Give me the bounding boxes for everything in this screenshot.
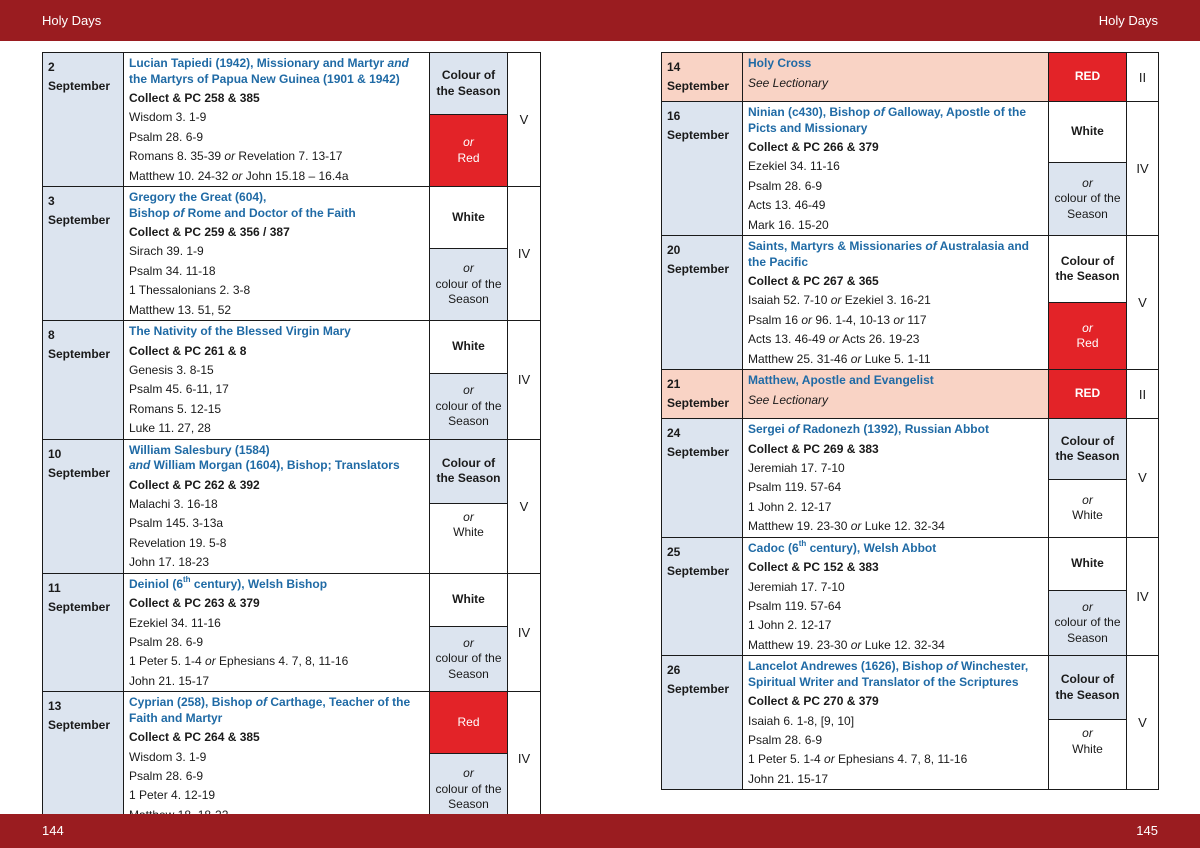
colour-option: Red <box>1076 336 1099 351</box>
holy-day-entry <box>662 101 1158 235</box>
holy-day-entry <box>662 235 1158 369</box>
name-part: Winchester, Spiritual Writer and Translator of the Scriptures <box>748 659 1029 689</box>
month: September <box>48 599 111 614</box>
observance-name <box>129 574 424 595</box>
colour-cell <box>430 440 508 573</box>
observance-name <box>748 538 1043 559</box>
collect: Collect & PC 261 & 8 <box>129 343 247 358</box>
colour-option: Colour of the Season <box>1049 656 1126 719</box>
name-part: Deiniol (6 <box>129 576 184 591</box>
month: September <box>48 213 111 228</box>
holy-day-entry <box>662 537 1158 656</box>
reading-part: John 15.18 – 16.4a <box>242 168 349 183</box>
day-number: 8 <box>48 328 55 343</box>
colour-option: Colour of the Season <box>430 53 507 114</box>
name-italic: of <box>173 205 185 220</box>
reading-or: or <box>231 168 243 183</box>
reading: Psalm 28. 6-9 <box>129 634 204 649</box>
observance-name: The Nativity of the Blessed Virgin Mary <box>129 324 351 339</box>
header-title-right: Holy Days <box>1098 13 1158 28</box>
month: September <box>667 563 730 578</box>
name-part: the Martyrs of Papua New Guinea (1901 & 1942) <box>129 71 400 86</box>
reading: Psalm 28. 6-9 <box>129 129 204 144</box>
reading: Psalm 28. 6-9 <box>748 732 823 747</box>
colour-alternative <box>430 503 507 573</box>
rank-cell: IV <box>517 751 531 767</box>
date-cell <box>43 440 124 573</box>
observance-cell <box>124 440 430 573</box>
rank-cell: IV <box>517 246 531 262</box>
reading: 1 Thessalonians 2. 3-8 <box>129 283 251 298</box>
reading-part: Matthew 19. 23-30 <box>748 637 851 652</box>
colour-option: colour of the Season <box>435 651 502 681</box>
observance-name <box>748 239 1043 272</box>
collect: Collect & PC 264 & 385 <box>129 730 260 745</box>
observance-cell <box>743 370 1049 418</box>
reading: Luke 11. 27, 28 <box>129 421 211 436</box>
observance-name <box>748 422 1043 440</box>
reading: Isaiah 6. 1-8, [9, 10] <box>748 713 855 728</box>
ordinal-suffix: th <box>183 574 191 584</box>
rank-cell: V <box>1138 715 1147 731</box>
or-label: or <box>1082 492 1093 507</box>
colour-cell <box>430 187 508 320</box>
name-part: Bishop <box>129 205 173 220</box>
reading-part: Acts 26. 19-23 <box>839 332 920 347</box>
reading <box>748 750 1043 769</box>
colour-option: White <box>1072 741 1103 756</box>
reading-or: or <box>828 332 840 347</box>
reading-part: 96. 1-4, 10-13 <box>812 312 894 327</box>
observance-cell <box>743 538 1049 656</box>
name-italic: of <box>873 105 885 119</box>
date-cell <box>662 102 743 235</box>
reading: Psalm 28. 6-9 <box>129 768 204 783</box>
holy-day-entry <box>662 655 1158 789</box>
name-part: Galloway, Apostle of the Picts and Missionary <box>748 105 1027 135</box>
feast-entry <box>662 369 1158 418</box>
reading <box>748 517 1043 536</box>
month: September <box>48 347 111 362</box>
colour-option: Colour of the Season <box>1049 236 1126 302</box>
holy-day-entry <box>43 691 540 825</box>
colour-alternative <box>430 373 507 439</box>
reading-part: Ezekiel 3. 16-21 <box>841 293 931 308</box>
name-part: Ninian (c430), Bishop <box>748 105 874 119</box>
colour-option: colour of the Season <box>1054 191 1121 221</box>
date-cell <box>662 53 743 101</box>
colour-option: White <box>430 321 507 373</box>
name-italic: and <box>387 56 409 70</box>
rank-cell: IV <box>1136 588 1149 604</box>
reading: Psalm 28. 6-9 <box>748 178 823 193</box>
collect: Collect & PC 263 & 379 <box>129 596 260 611</box>
collect: Collect & PC 259 & 356 / 387 <box>129 225 290 240</box>
date-cell <box>662 656 743 789</box>
colour-cell <box>1049 656 1127 789</box>
observance-cell <box>124 574 430 692</box>
month: September <box>667 396 730 411</box>
rank-cell: V <box>1138 470 1147 486</box>
reading-or: or <box>850 519 862 534</box>
month: September <box>48 465 111 480</box>
name-part: Australasia and the Pacific <box>748 239 1029 269</box>
lectionary-note: See Lectionary <box>748 75 829 90</box>
reading-part: Romans 8. 35-39 <box>129 149 225 164</box>
collect: Collect & PC 267 & 365 <box>748 274 879 289</box>
colour-option: Red <box>430 692 507 753</box>
colour-option: White <box>430 574 507 626</box>
or-label: or <box>1082 320 1093 335</box>
reading: Acts 13. 46-49 <box>748 198 826 213</box>
day-number: 24 <box>667 426 681 441</box>
header-bar <box>0 0 1200 41</box>
reading <box>748 291 1043 310</box>
colour-cell <box>430 692 508 825</box>
colour-option: White <box>1049 538 1126 590</box>
or-label: or <box>463 766 474 781</box>
rank-cell: IV <box>517 372 531 388</box>
reading: Wisdom 3. 1-9 <box>129 110 207 125</box>
date-cell <box>662 419 743 537</box>
name-part: Saints, Martyrs & Missionaries <box>748 239 926 254</box>
date-cell <box>662 370 743 418</box>
name-part: William Salesbury (1584) <box>129 442 270 457</box>
reading: Jeremiah 17. 7-10 <box>748 579 845 594</box>
reading: Jeremiah 17. 7-10 <box>748 460 845 475</box>
reading <box>129 652 424 671</box>
observance-cell <box>743 53 1049 101</box>
day-number: 14 <box>667 60 681 74</box>
colour-cell <box>1049 538 1127 656</box>
rank-cell: II <box>1127 53 1158 101</box>
colour-alternative <box>1049 719 1126 789</box>
observance-name <box>748 105 1043 138</box>
holy-day-entry <box>43 53 540 186</box>
date-cell <box>43 692 124 825</box>
rank-cell: IV <box>1136 161 1149 177</box>
month: September <box>667 445 730 460</box>
or-label: or <box>463 383 474 398</box>
holy-day-entry <box>43 186 540 320</box>
reading-part: 1 Peter 5. 1-4 <box>129 654 206 669</box>
reading-part: Acts 13. 46-49 <box>748 332 829 347</box>
colour-alternative <box>1049 590 1126 656</box>
observance-cell <box>124 692 430 825</box>
reading: John 17. 18-23 <box>129 555 210 570</box>
date-cell <box>43 574 124 692</box>
name-part: Carthage, Teacher of the Faith and Martyr <box>129 695 411 725</box>
colour-option: colour of the Season <box>1054 615 1121 645</box>
page-number-right: 145 <box>1136 823 1158 838</box>
reading-or: or <box>850 351 862 366</box>
reading: Ezekiel 34. 11-16 <box>129 615 221 630</box>
or-label: or <box>1082 175 1093 190</box>
reading: Wisdom 3. 1-9 <box>129 749 207 764</box>
observance-name <box>129 56 424 89</box>
colour-option: colour of the Season <box>435 781 502 812</box>
colour-alternative <box>430 626 507 692</box>
reading-or: or <box>893 312 905 327</box>
colour-cell <box>430 53 508 186</box>
colour-alternative <box>430 114 507 186</box>
date-cell <box>662 236 743 369</box>
day-number: 2 <box>48 60 55 74</box>
reading-part: Luke 12. 32-34 <box>861 519 945 534</box>
name-part: Gregory the Great (604), <box>129 190 267 205</box>
observance-name: Holy Cross <box>748 56 812 70</box>
rank-cell: V <box>1138 295 1147 311</box>
or-label: or <box>1082 599 1093 614</box>
holy-day-entry <box>43 573 540 692</box>
name-part: Radonezh (1392), Russian Abbot <box>799 422 989 437</box>
day-number: 25 <box>667 544 681 559</box>
day-number: 10 <box>48 446 62 461</box>
observance-name <box>748 659 1043 692</box>
holy-day-entry <box>43 320 540 439</box>
month: September <box>667 128 730 142</box>
reading-part: Isaiah 52. 7-10 <box>748 293 831 308</box>
name-part: Lucian Tapiedi (1942), Missionary and Martyr <box>129 56 388 70</box>
observance-cell <box>124 53 430 186</box>
reading-or: or <box>205 654 216 669</box>
day-number: 26 <box>667 663 681 678</box>
collect: Collect & PC 266 & 379 <box>748 140 879 154</box>
reading: Psalm 34. 11-18 <box>129 263 216 278</box>
reading <box>748 311 1043 330</box>
day-number: 13 <box>48 699 62 714</box>
reading-or: or <box>830 293 842 308</box>
collect: Collect & PC 269 & 383 <box>748 441 879 456</box>
observance-name <box>129 695 424 728</box>
colour-option: colour of the Season <box>435 398 502 429</box>
name-italic: of <box>788 422 800 437</box>
name-italic: and <box>129 458 151 473</box>
colour-option: RED <box>1049 53 1126 101</box>
or-label: or <box>463 261 474 276</box>
reading: 1 Peter 4. 12-19 <box>129 788 216 803</box>
name-italic: of <box>946 659 958 674</box>
observance-name <box>129 443 424 476</box>
reading <box>129 147 424 166</box>
name-part: century), Welsh Abbot <box>806 540 937 555</box>
colour-alternative <box>1049 162 1126 235</box>
right-page-table <box>661 52 1159 790</box>
page-number-left: 144 <box>42 823 64 838</box>
reading: 1 John 2. 12-17 <box>748 618 832 633</box>
footer-bar <box>0 814 1200 848</box>
month: September <box>48 79 111 93</box>
colour-option: White <box>1072 508 1103 523</box>
reading-part: Ephesians 4. 7, 8, 11-16 <box>215 654 349 669</box>
reading-part: Matthew 10. 24-32 <box>129 168 232 183</box>
collect: Collect & PC 152 & 383 <box>748 560 879 575</box>
month: September <box>667 682 730 697</box>
reading: Mark 16. 15-20 <box>748 217 829 232</box>
reading-part: Ephesians 4. 7, 8, 11-16 <box>834 752 968 767</box>
reading <box>748 330 1043 349</box>
reading-part: 117 <box>904 312 927 327</box>
name-part: Sergei <box>748 422 789 437</box>
reading <box>129 167 424 186</box>
colour-option: Colour of the Season <box>1049 419 1126 479</box>
date-cell <box>43 321 124 439</box>
rank-cell: IV <box>517 624 531 640</box>
colour-alternative <box>430 248 507 320</box>
colour-option: White <box>430 187 507 248</box>
reading <box>748 636 1043 655</box>
rank-cell: V <box>519 498 529 514</box>
observance-cell <box>743 236 1049 369</box>
reading: Ezekiel 34. 11-16 <box>748 159 840 174</box>
holy-day-entry <box>43 439 540 573</box>
name-part: William Morgan (1604), Bishop; Translators <box>150 458 400 473</box>
observance-name <box>129 190 424 223</box>
observance-cell <box>743 656 1049 789</box>
colour-option: colour of the Season <box>435 276 502 307</box>
observance-name: Matthew, Apostle and Evangelist <box>748 373 934 388</box>
reading-part: Luke 5. 1-11 <box>861 351 931 366</box>
name-part: Cyprian (258), Bishop <box>129 695 256 710</box>
colour-alternative <box>1049 479 1126 537</box>
left-page-table <box>42 52 541 826</box>
feast-entry <box>662 53 1158 101</box>
colour-option: Colour of the Season <box>430 440 507 503</box>
lectionary-note: See Lectionary <box>748 392 829 407</box>
observance-cell <box>124 321 430 439</box>
reading: Psalm 45. 6-11, 17 <box>129 382 229 397</box>
date-cell <box>43 187 124 320</box>
colour-option: White <box>453 525 484 540</box>
name-part: Lancelot Andrewes (1626), Bishop <box>748 659 947 674</box>
reading: Psalm 145. 3-13a <box>129 516 224 531</box>
reading-part: Psalm 16 <box>748 312 802 327</box>
reading: Psalm 119. 57-64 <box>748 598 842 613</box>
reading-or: or <box>224 149 236 164</box>
day-number: 3 <box>48 194 55 209</box>
name-italic: of <box>925 239 937 254</box>
or-label: or <box>1082 726 1093 741</box>
reading-or: or <box>824 752 835 767</box>
or-label: or <box>463 509 474 524</box>
day-number: 20 <box>667 243 681 258</box>
colour-cell <box>1049 419 1127 537</box>
observance-cell <box>124 187 430 320</box>
day-number: 11 <box>48 580 61 595</box>
holy-day-entry <box>662 418 1158 537</box>
name-part: Cadoc (6 <box>748 540 799 555</box>
reading: Matthew 13. 51, 52 <box>129 302 232 317</box>
observance-cell <box>743 102 1049 235</box>
colour-alternative <box>1049 302 1126 369</box>
day-number: 16 <box>667 109 681 123</box>
collect: Collect & PC 258 & 385 <box>129 91 260 105</box>
reading: Genesis 3. 8-15 <box>129 362 214 377</box>
colour-option: RED <box>1049 370 1126 418</box>
reading-part: 1 Peter 5. 1-4 <box>748 752 825 767</box>
month: September <box>48 718 111 733</box>
month: September <box>667 79 730 93</box>
colour-cell <box>1049 53 1127 101</box>
day-number: 21 <box>667 377 681 392</box>
reading <box>748 350 1043 369</box>
reading-part: Revelation 7. 13-17 <box>235 149 343 164</box>
reading-or: or <box>801 312 813 327</box>
rank-cell: II <box>1127 370 1158 418</box>
colour-option: Red <box>457 150 480 165</box>
colour-cell <box>1049 102 1127 235</box>
date-cell <box>43 53 124 186</box>
name-part: century), Welsh Bishop <box>190 576 328 591</box>
collect: Collect & PC 262 & 392 <box>129 477 260 492</box>
reading: John 21. 15-17 <box>748 771 829 786</box>
colour-option: White <box>1049 102 1126 162</box>
name-part: Rome and Doctor of the Faith <box>184 205 356 220</box>
colour-cell <box>1049 236 1127 369</box>
collect: Collect & PC 270 & 379 <box>748 694 879 709</box>
ordinal-suffix: th <box>798 538 807 548</box>
or-label: or <box>463 135 474 150</box>
reading-part: Matthew 25. 31-46 <box>748 351 851 366</box>
colour-cell <box>430 321 508 439</box>
reading-part: Matthew 19. 23-30 <box>748 519 851 534</box>
reading: Romans 5. 12-15 <box>129 401 222 416</box>
colour-cell <box>430 574 508 692</box>
reading: Psalm 119. 57-64 <box>748 480 842 495</box>
date-cell <box>662 538 743 656</box>
reading-or: or <box>850 637 862 652</box>
reading-part: Luke 12. 32-34 <box>861 637 945 652</box>
reading: Malachi 3. 16-18 <box>129 497 218 511</box>
observance-cell <box>743 419 1049 537</box>
reading: John 21. 15-17 <box>129 673 210 688</box>
name-italic: of <box>255 695 268 710</box>
reading: 1 John 2. 12-17 <box>748 499 832 514</box>
colour-cell <box>1049 370 1127 418</box>
rank-cell: V <box>519 112 529 128</box>
month: September <box>667 262 730 277</box>
header-title-left: Holy Days <box>42 13 102 28</box>
or-label: or <box>463 635 474 650</box>
reading: Revelation 19. 5-8 <box>129 535 227 550</box>
reading: Sirach 39. 1-9 <box>129 244 204 259</box>
